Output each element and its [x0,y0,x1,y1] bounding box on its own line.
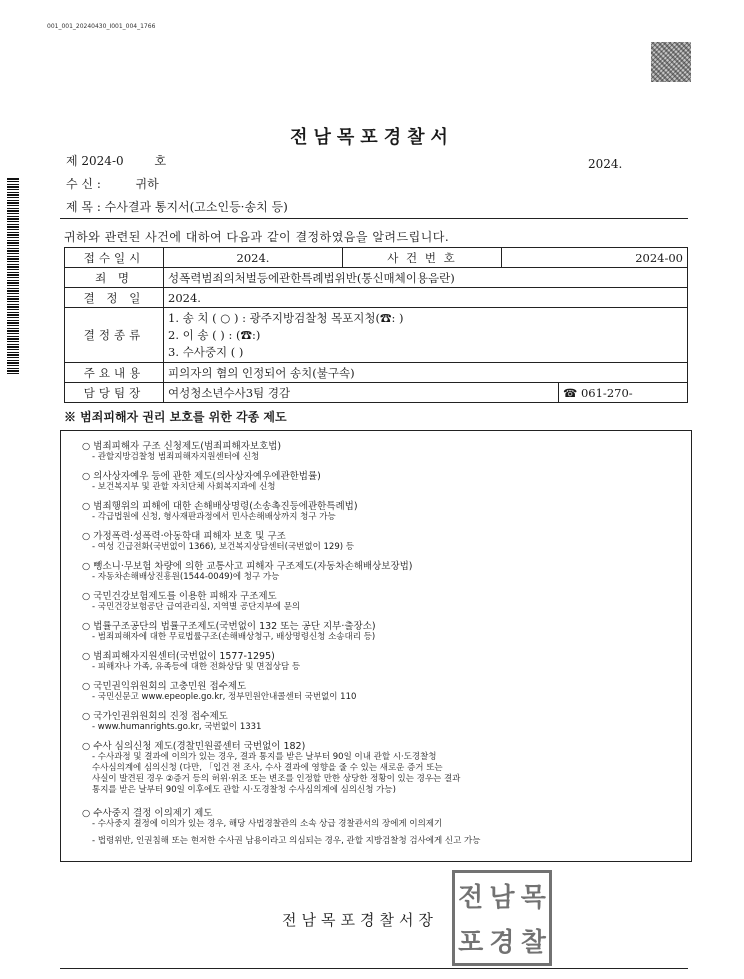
document-number: 제 2024-0ᅠ ᅠ 호 [66,154,167,168]
rights-item [82,591,300,613]
decision-type-2: 2. 이 송 ( ) : (☎:) [168,327,261,342]
case-no-value: 2024-00 [502,248,688,268]
document-title: 전남목포경찰서 [290,127,454,148]
rights-item [82,561,413,583]
seal-char: 찰 [520,928,546,958]
official-seal [452,870,552,966]
rights-item-head: ○ 국가인권위원회의 진정 접수제도 [82,711,228,722]
seal-char: 남 [489,883,515,913]
rights-item-head: ○ 법률구조공단의 법률구조제도(국번없이 132 또는 공단 지부·출장소) [82,621,376,632]
rights-item-detail: - 수사중지 결정에 이의가 있는 경우, 해당 사법경찰관의 소속 상급 경찰관서의 장에게 이의제기 [92,819,443,829]
rights-item-detail: - 범죄피해자에 대한 무료법률구조(손해배상청구, 배상명령신청 소송대리 등) [92,632,376,642]
rights-item-detail: - 피해자나 가족, 유족등에 대한 전화상담 및 면접상담 등 [92,662,301,672]
rights-item-head: ○ 수사중지 결정 이의제기 제도 [82,808,213,819]
phone-value: 061-270- [580,385,633,400]
rights-item-detail: - 여성 긴급전화(국번없이 1366), 보건복지상담센터(국번없이 129) 등 [92,542,354,552]
header-divider [60,218,688,219]
rights-item [82,741,460,796]
rights-box [60,430,692,862]
decision-type-cell [164,308,688,363]
rights-item-detail: - 자동차손해배상진흥원(1544-0049)에 청구 가능 [92,572,280,582]
rights-item [82,711,261,733]
rights-item-detail: - www.humanrights.go.kr, 국번없이 1331 [92,722,262,732]
result-table [64,247,688,403]
rights-item [82,441,281,463]
rights-item-detail: - 관할지방검찰청 범죄피해자지원센터에 신청 [92,452,260,462]
decision-date-value: 2024. [164,288,688,308]
rights-item-detail: - 각급법원에 신청, 형사재판과정에서 민사손해배상까지 청구 가능 [92,512,336,522]
rights-item [82,501,358,523]
rights-item [82,808,480,847]
rights-item-head: ○ 국민권익위원회의 고충민원 접수제도 [82,681,247,692]
seal-char: 포 [458,928,484,958]
file-code: 001_001_20240430_I001_004_1766 [47,23,156,30]
main-content-label: 주요내용 [65,363,164,383]
qr-code-image [651,42,691,82]
subject: 제 목 : 수사결과 통지서(고소인등·송치 등) [66,200,288,214]
issuer-name: 전남목포경찰서장 [282,911,438,929]
rights-item [82,531,354,553]
phone-icon: ☎ [563,385,578,400]
rights-item-detail: 통지를 받은 날부터 90일 이후에도 관할 시·도경찰청 수사심의계에 심의신청 가능) [92,785,396,795]
rights-item-head: ○ 수사 심의신청 제도(경찰민원콜센터 국번없이 182) [82,741,306,752]
rights-item-detail: 사실이 발견된 경우 ②증거 등의 허위·위조 또는 변조를 인정할 만한 상당한 정황이 있는 경우는 결과 [92,774,461,784]
rights-item-detail: 수사심의계에 심의신청 (다만, 「입건 전 조사, 수사 결과에 영향을 줄 수 있는 새로운 증거 또는 [92,763,443,773]
rights-item-head: ○ 범죄피해자지원센터(국번없이 1577-1295) [82,651,275,662]
rights-item-head: ○ 가정폭력·성폭력·아동학대 피해자 보호 및 구조 [82,531,286,542]
decision-type-label: 결정종류 [65,308,164,363]
rights-item [82,621,376,643]
rights-item [82,471,321,493]
rights-item-detail: - 보건복지부 및 관할 자치단체 사회복지과에 신청 [92,482,276,492]
phone-cell [559,383,688,403]
barcode-image [7,178,19,374]
officer-label: 담당팀장 [65,383,164,403]
intro-text: 귀하와 관련된 사건에 대하여 다음과 같이 결정하였음을 알려드립니다. [64,230,450,244]
rights-item-detail: - 국민건강보험공단 급여관리실, 지역별 공단지부에 문의 [92,602,301,612]
received-label: 접수일시 [65,248,164,268]
rights-item-head: ○ 범죄행위의 피해에 대한 손해배상명령(소송촉진등에관한특례법) [82,501,358,512]
rights-item-head: ○ 뺑소니·무보험 차량에 의한 교통사고 피해자 구조제도(자동차손해배상보장법) [82,561,413,572]
section-title: ※ 범죄피해자 권리 보호를 위한 각종 제도 [64,410,287,424]
crime-value: 성폭력범죄의처벌등에관한특례법위반(통신매체이용음란) [164,268,688,288]
seal-char: 전 [458,883,484,913]
received-value: 2024. [164,248,343,268]
case-no-label: 사 건 번 호 [343,248,502,268]
footer-divider [60,968,688,969]
main-content-value: 피의자의 혐의 인정되어 송치(불구속) [164,363,688,383]
rights-item-head: ○ 국민건강보험제도를 이용한 피해자 구조제도 [82,591,277,602]
rights-item [82,651,300,673]
crime-label: 죄 명 [65,268,164,288]
officer-value: 여성청소년수사3팀 경감 [164,383,559,403]
document-date: 2024. [588,157,623,171]
rights-item-head: ○ 의사상자예우 등에 관한 제도(의사상자예우에관한법률) [82,471,321,482]
rights-item-detail: - 수사과정 및 결과에 이의가 있는 경우, 결과 통지를 받은 날부터 90일 이내 관할 시·도경찰청 [92,752,437,762]
seal-char: 목 [520,883,546,913]
rights-item-detail: - 국민신문고 www.epeople.go.kr, 정부민원안내콜센터 국번없이 110 [92,692,357,702]
decision-type-1: 1. 송 치 ( ○ ) : 광주지방검찰청 목포지청(☎: ) [168,310,404,325]
rights-item-head: ○ 범죄피해자 구조 신청제도(범죄피해자보호법) [82,441,282,452]
decision-date-label: 결 정 일 [65,288,164,308]
rights-item-detail: - 법령위반, 인권침해 또는 현저한 수사권 남용이라고 의심되는 경우, 관할 지방검찰청 검사에게 신고 가능 [92,836,481,846]
rights-item [82,681,356,703]
seal-char: 경 [489,928,515,958]
decision-type-3: 3. 수사중지 ( ) [168,344,244,359]
recipient: 수 신 : ᅠ ᅠ 귀하 [66,177,159,191]
